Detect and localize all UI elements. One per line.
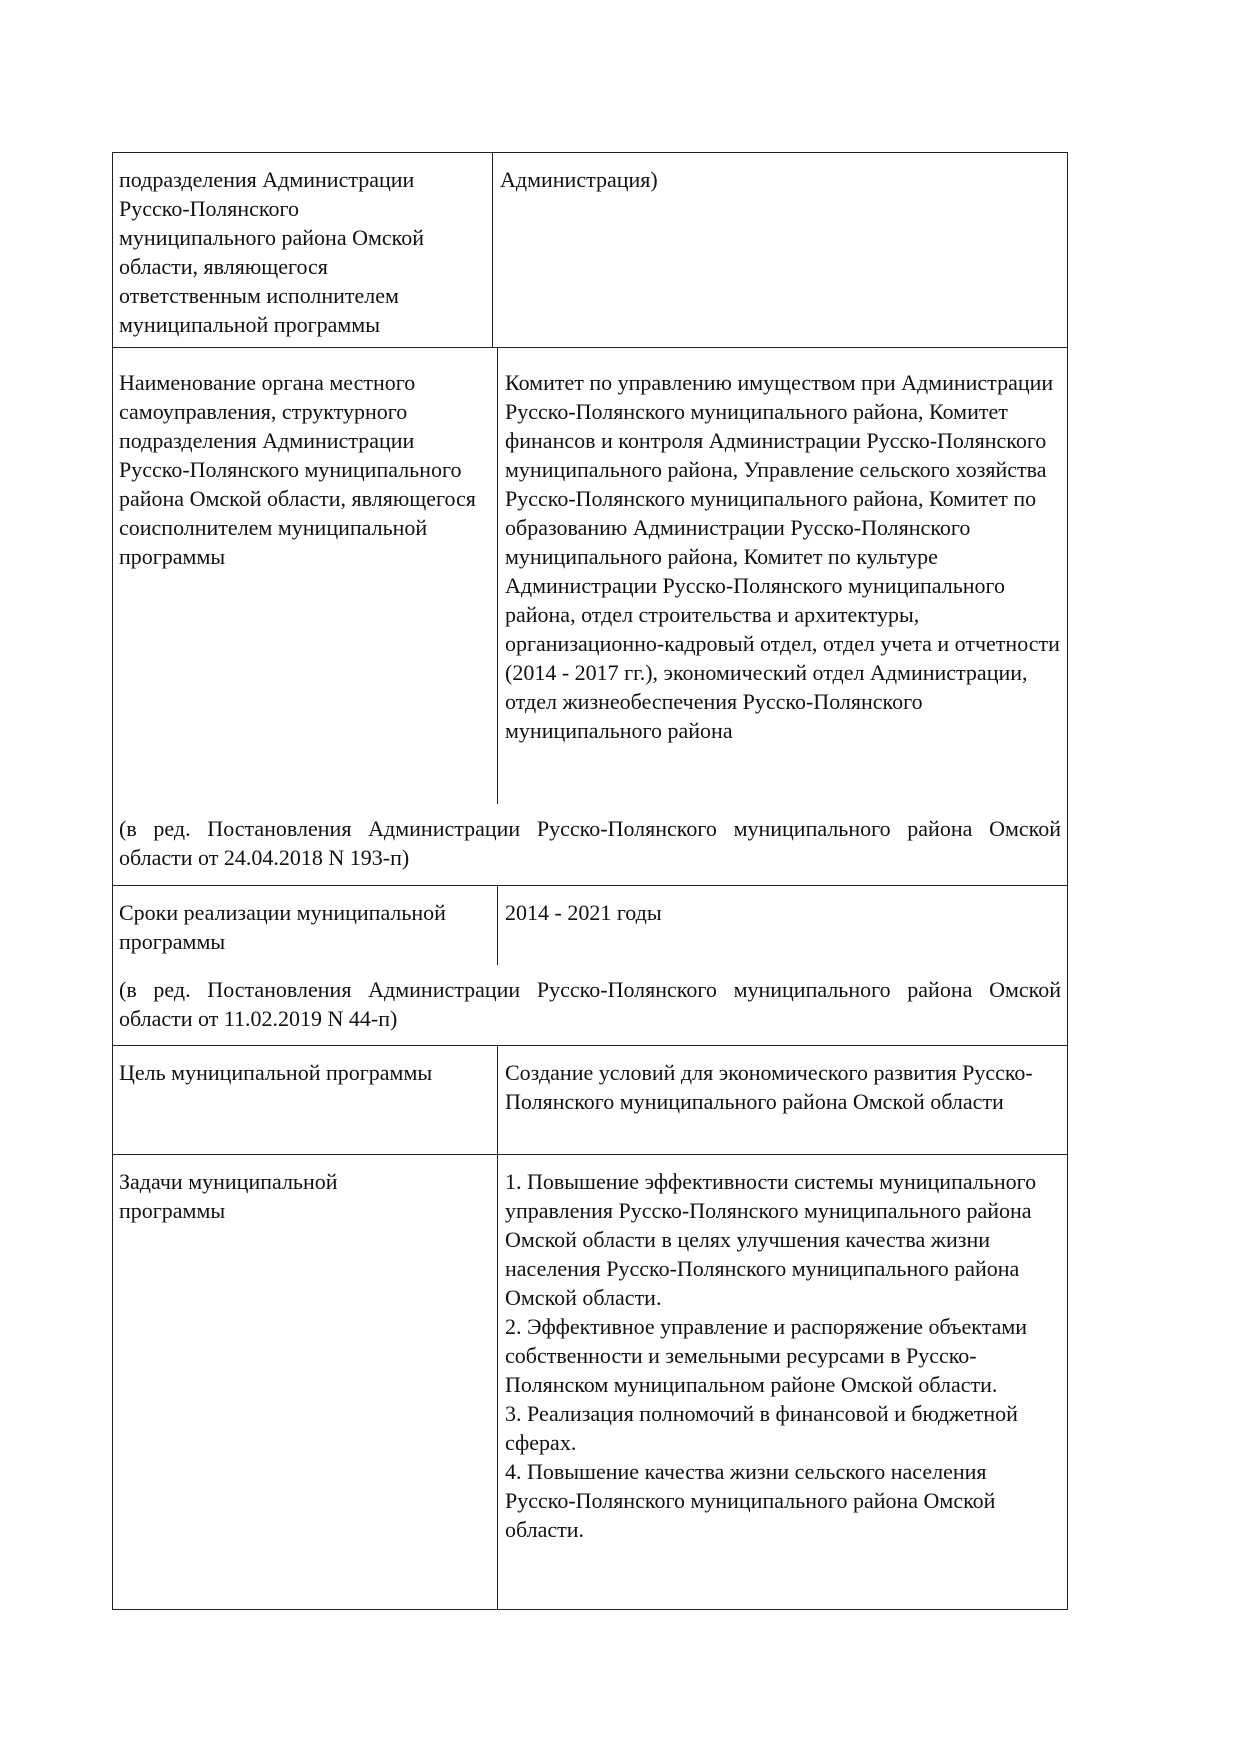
table-row xyxy=(113,347,1067,885)
row-value: Администрация) xyxy=(500,167,658,192)
amendment-note: (в ред. Постановления Администрации Русско-Полянского муниципального района Омской области от 11.02.2019 N 44-п) xyxy=(119,977,1061,1031)
table-row xyxy=(113,153,1067,347)
passport-table xyxy=(112,152,1068,1610)
task-item: 4. Повышение качества жизни сельского населения Русско-Полянского муниципального района Омской области. xyxy=(505,1459,996,1542)
row-label: Наименование органа местного самоуправления, структурного подразделения Администрации Русско-Полянского муниципального района Омской области, являющегося соисполнителем муниципальной программы xyxy=(113,348,498,804)
row-label: подразделения Администрации Русско-Полянского муниципального района Омской области, являющегося ответственным исполнителем муниципальной программы xyxy=(113,153,493,347)
table-row xyxy=(113,1154,1067,1609)
row-label: Задачи муниципальной программы xyxy=(113,1155,498,1609)
task-item: 3. Реализация полномочий в финансовой и бюджетной сферах. xyxy=(505,1401,1018,1455)
row-label: Сроки реализации муниципальной программы xyxy=(113,886,498,965)
amendment-note: (в ред. Постановления Администрации Русско-Полянского муниципального района Омской области от 24.04.2018 N 193-п) xyxy=(119,816,1061,870)
row-value: Создание условий для экономического развития Русско-Полянского муниципального района Омской области xyxy=(505,1060,1033,1114)
table-row xyxy=(113,885,1067,1045)
task-item: 2. Эффективное управление и распоряжение объектами собственности и земельными ресурсами в Русско-Полянском муниципальном районе Омской области. xyxy=(505,1314,1028,1397)
task-item: 1. Повышение эффективности системы муниципального управления Русско-Полянского муниципального района Омской области в целях улучшения качества жизни населения Русско-Полянского муниципального района Омской области. xyxy=(505,1169,1037,1310)
row-value: Комитет по управлению имуществом при Администрации Русско-Полянского муниципального района, Комитет финансов и контроля Администрации Русско-Полянского муниципального района, Управление сельского хозяйства Русско-Полянского муниципального района, Комитет по образованию Администрации Русско-Полянского муниципального района, Комитет по культуре Администрации Русско-Полянского муниципального района, отдел строительства и архитектуры, организационно-кадровый отдел, отдел учета и отчетности (2014 - 2017 гг.), экономический отдел Администрации, отдел жизнеобеспечения Русско-Полянского муниципального района xyxy=(505,370,1060,743)
table-row xyxy=(113,1045,1067,1154)
row-value: 2014 - 2021 годы xyxy=(505,900,662,925)
row-label: Цель муниципальной программы xyxy=(113,1046,498,1154)
row-value xyxy=(498,1155,1067,1609)
